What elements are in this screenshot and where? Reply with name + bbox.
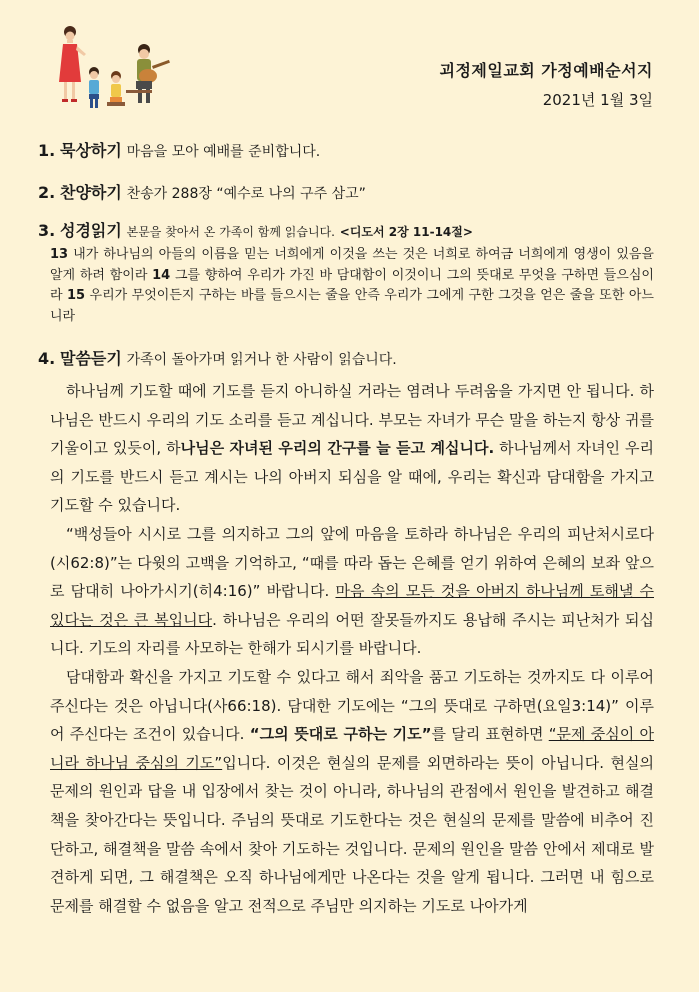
sermon-paragraph [50, 663, 654, 920]
step-number: 4. [38, 349, 56, 368]
family-illustration [52, 24, 172, 120]
step-number: 3. [38, 221, 56, 240]
text-run: 하나님께서 자녀인 우리의 기도를 반드시 듣고 계시는 나의 아버지 되심을 알 때에, 우리는 확신과 담대함을 가지고 기도할 수 있습니다. [50, 439, 654, 515]
step-description: 마음을 모아 예배를 준비합니다. [126, 144, 321, 160]
sermon-paragraph [50, 377, 654, 520]
verse-number: 13 [50, 247, 69, 262]
text-run: 하나님께 기도할 때에 기도를 듣지 아니하실 거라는 염려나 두려움을 가지면 안 됩니다. 하나님은 반드시 우리의 기도 소리를 듣고 계십니다. 부모는 자녀가 무슨 말을 하는지 항상 귀를 기울이고 있듯이, 하 [50, 382, 654, 458]
step-bible-reading [38, 218, 473, 241]
step-title: 묵상하기 [60, 141, 122, 160]
step-description: 가족이 돌아가며 읽거나 한 사람이 읽습니다. [126, 352, 397, 368]
step-number: 1. [38, 141, 56, 160]
text-run: “백성들아 시시로 그를 의지하고 그의 앞에 마음을 토하라 하나님은 우리의 피난처시로다(시62:8)”는 다윗의 고백을 기억하고, “때를 따라 돕는 은혜를 얻기 위하여 은혜의 보좌 앞으로 담대히 나아가시기(히4:16)” 바랍니다. [50, 524, 654, 601]
step-title: 찬양하기 [60, 183, 122, 202]
verse-number: 15 [67, 288, 86, 304]
step-description: 본문을 찾아서 온 가족이 함께 읽습니다. [126, 225, 335, 239]
emphasis-text: “그의 뜻대로 구하는 기도” [249, 725, 432, 744]
verse-text: 내가 하나님의 아들의 이름을 믿는 너희에게 이것을 쓰는 것은 너희로 하여금 너희에게 영생이 있음을 알게 하려 함이라 [50, 247, 654, 283]
verse-text: 그를 향하여 우리가 가진 바 담대함이 이것이니 그의 뜻대로 무엇을 구하면 들으심이라 [50, 267, 654, 304]
step-meditation [38, 138, 320, 161]
header [440, 58, 654, 110]
step-title: 성경읽기 [60, 221, 122, 240]
church-title: 괴정제일교회 가정예배순서지 [439, 61, 653, 80]
emphasis-text: 나님은 자녀된 우리의 간구를 늘 듣고 계십니다. [180, 439, 495, 458]
verse-number: 14 [152, 267, 171, 283]
step-title: 말씀듣기 [60, 349, 122, 368]
service-date: 2021년 1월 3일 [542, 91, 653, 109]
step-praise [38, 180, 366, 203]
step-sermon [38, 346, 397, 369]
text-run: 를 달리 표현하면 [431, 725, 549, 744]
scripture-passage [50, 245, 654, 327]
underlined-text: 마음 속의 모든 것을 아버지 하나님께 토해낼 수 있다는 것은 큰 복입니다 [50, 582, 654, 629]
step-description: 찬송가 288장 “예수로 나의 구주 삼고” [126, 186, 366, 202]
step-number: 2. [38, 183, 56, 202]
sermon-body [50, 377, 654, 920]
text-run: 담대함과 확신을 가지고 기도할 수 있다고 해서 죄악을 품고 기도하는 것까지도 다 이루어주신다는 것은 아닙니다(사66:18). 담대한 기도에는 “그의 뜻대로 구하면(요일3:14)” 이루어 주신다는 조건이 있습니다. [50, 667, 654, 744]
scripture-reference: <디도서 2장 11-14절> [339, 225, 473, 239]
verse-text: 우리가 무엇이든지 구하는 바를 들으시는 줄을 안즉 우리가 그에게 구한 그것을 얻은 줄을 또한 아느니라 [50, 288, 654, 324]
text-run: . 하나님은 우리의 어떤 잘못들까지도 용납해 주시는 피난처가 되십니다. 기도의 자리를 사모하는 한해가 되시기를 바랍니다. [50, 610, 654, 658]
underlined-text: “문제 중심이 아니라 하나님 중심의 기도” [50, 725, 654, 772]
text-run: 입니다. 이것은 현실의 문제를 외면하라는 뜻이 아닙니다. 현실의 문제의 원인과 답을 내 입장에서 찾는 것이 아니라, 하나님의 관점에서 원인을 발견하고 해결책을 찾아간다는 뜻입니다. 주님의 뜻대로 기도한다는 것은 현실의 문제를 말씀에 비추어 진단하고, 해결책을 말씀 속에서 찾아 기도하는 것입니다. 문제의 원인을 말씀 안에서 제대로 발견하게 되면, 그 해결책은 오직 하나님에게만 나온다는 것을 알게 됩니다. 그러면 내 힘으로 문제를 해결할 수 없음을 알고 전적으로 주님만 의지하는 기도로 나아가게 [50, 753, 654, 915]
sermon-paragraph [50, 520, 654, 663]
